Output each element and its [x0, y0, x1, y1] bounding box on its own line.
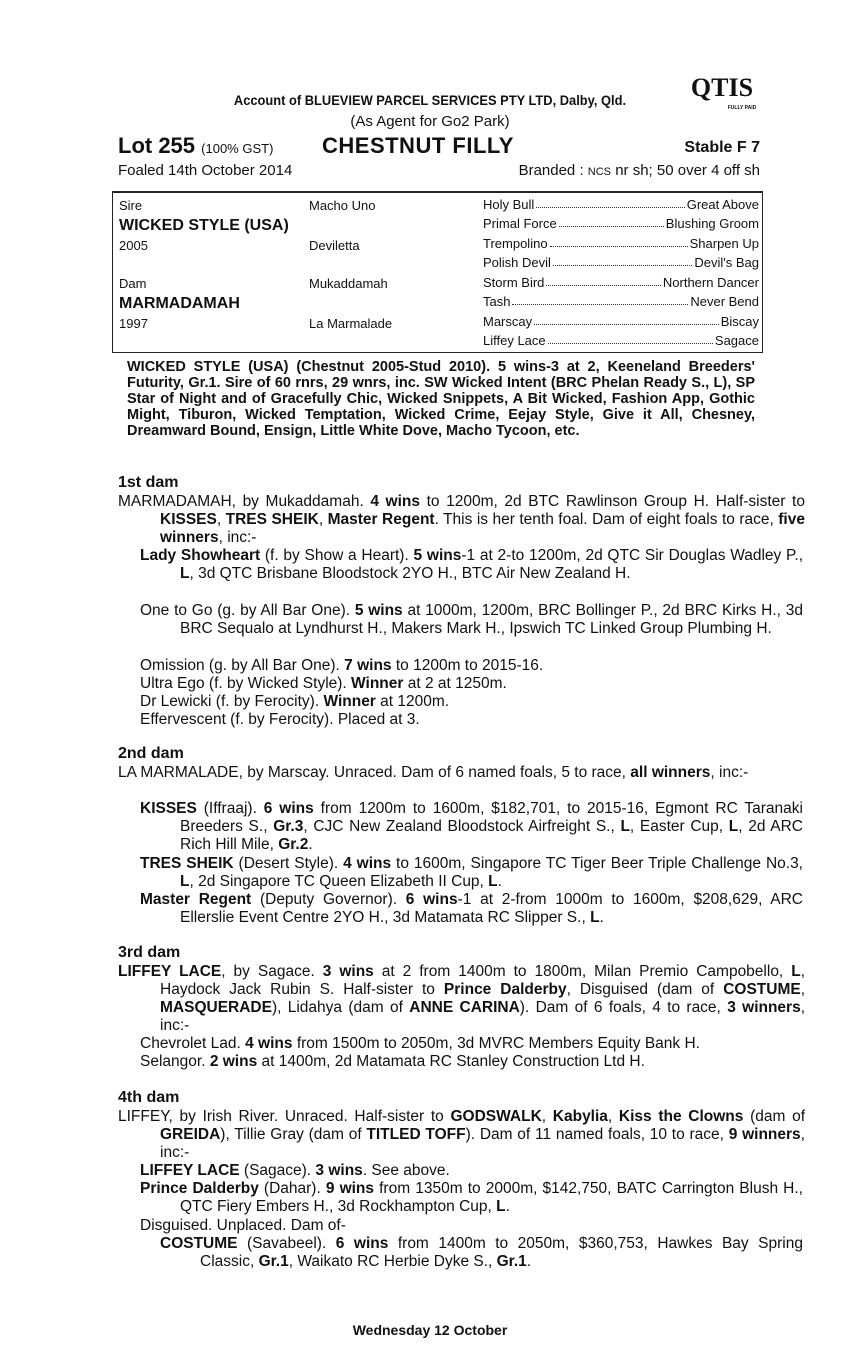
text-run: .	[526, 1253, 532, 1270]
text-run: from 1350m to 2000m, $142,750, BATC Carrington Blush H., QTC Fiery Embers H., 3d Rockhampton Cup,	[180, 1180, 803, 1215]
stable-number: Stable F 7	[684, 139, 760, 156]
pedigree-gen3-row	[483, 255, 759, 270]
dot-leader	[553, 255, 692, 266]
foal-entry	[140, 675, 803, 693]
text-run: ,	[216, 511, 226, 528]
bold-run: Prince Dalderby	[140, 1180, 259, 1197]
text-run: (Deputy Governor).	[251, 891, 406, 908]
text-run: ), Tillie Gray (dam of	[220, 1126, 367, 1143]
bold-run: Lady Showheart	[140, 547, 261, 564]
text-run: .	[505, 1198, 510, 1215]
dot-leader	[534, 314, 719, 325]
bold-run: Master Regent	[140, 891, 252, 908]
bold-run: Master Regent	[327, 511, 435, 528]
ancestor-sire: Storm Bird	[483, 275, 545, 290]
bold-run: 3 wins	[315, 1162, 363, 1179]
bold-run: KISSES	[160, 511, 217, 528]
text-run: to 1200m to 2015-16.	[391, 657, 544, 674]
ancestor-dam: Never Bend	[690, 294, 759, 309]
foal-entry	[140, 693, 803, 711]
bold-run: 6 wins	[335, 1235, 389, 1252]
text-run: at 2 from 1400m to 1800m, Milan Premio Campobello,	[373, 963, 792, 980]
pedigree-gen3-row	[483, 275, 759, 290]
qtis-logo	[686, 72, 758, 112]
text-run: , Easter Cup,	[629, 818, 729, 835]
text-run: Ultra Ego (f. by Wicked Style).	[140, 675, 352, 692]
bold-run: L	[620, 818, 630, 835]
text-run: ), Lidahya (dam of	[271, 999, 410, 1016]
ancestor-sire: Polish Devil	[483, 255, 551, 270]
text-run: One to Go (g. by All Bar One).	[140, 602, 355, 619]
text-run: (Savabeel).	[237, 1235, 336, 1252]
pedigree-gen3-row	[483, 314, 759, 329]
ancestor-sire: Trempolino	[483, 236, 548, 251]
gst-note: (100% GST)	[201, 141, 274, 156]
bold-run: Gr.1	[258, 1253, 289, 1270]
foal-entry	[140, 711, 803, 729]
dot-leader	[512, 294, 688, 305]
foal-entry	[140, 1053, 803, 1071]
text-run: ). Dam of 6 foals, 4 to race,	[519, 999, 728, 1016]
bold-run: L	[180, 873, 190, 890]
text-run: . This is her tenth foal. Dam of eight foals to race,	[434, 511, 779, 528]
text-run: Selangor.	[140, 1053, 210, 1070]
text-run: ,	[607, 1108, 619, 1125]
text-run: from 1400m to 2050m, $360,753, Hawkes Bay Spring Classic,	[200, 1235, 803, 1270]
first-dam-intro	[118, 493, 805, 547]
ancestor-dam: Sharpen Up	[689, 236, 759, 251]
bold-run: L	[180, 565, 190, 582]
text-run: Dr Lewicki (f. by Ferocity).	[140, 693, 324, 710]
dam-year: 1997	[119, 316, 148, 331]
bold-run: 4 wins	[370, 493, 421, 510]
text-run: , by Sagace.	[221, 963, 323, 980]
bold-run: 7 wins	[344, 657, 392, 674]
text-run: , Haydock Jack Rubin S. Half-sister to	[160, 963, 805, 998]
text-run: to 1200m, 2d BTC Rawlinson Group H. Half-sister to	[420, 493, 805, 510]
bold-run: 5 wins	[354, 602, 403, 619]
text-run: , 2d Singapore TC Queen Elizabeth II Cup,	[189, 873, 489, 890]
text-run: (Dahar).	[258, 1180, 326, 1197]
text-run: ,	[318, 511, 328, 528]
text-run: (Iffraaj).	[196, 800, 264, 817]
fourth-dam-section	[118, 1089, 763, 1107]
ancestor-dam: Sagace	[714, 333, 759, 348]
bold-run: 2 wins	[209, 1053, 258, 1070]
foal-entry	[140, 1217, 803, 1235]
bold-run: all winners	[630, 764, 711, 781]
text-run: .	[308, 836, 313, 853]
text-run: at 1400m, 2d Matamata RC Stanley Construction Ltd H.	[257, 1053, 645, 1070]
bold-run: 4 wins	[343, 855, 392, 872]
bold-run: 5 wins	[413, 547, 462, 564]
bold-run: 6 wins	[263, 800, 314, 817]
ancestor-dam: Great Above	[686, 197, 759, 212]
text-run: , Waikato RC Herbie Dyke S.,	[288, 1253, 497, 1270]
text-run: from 1200m to 1600m, $182,701, to 2015-16, Egmont RC Taranaki Breeders S.,	[180, 800, 803, 835]
foal-entry	[140, 657, 803, 675]
bold-run: TRES SHEIK	[225, 511, 319, 528]
pedigree-gen3-row	[483, 197, 759, 212]
ancestor-sire: Holy Bull	[483, 197, 535, 212]
text-run: at 2 at 1250m.	[403, 675, 507, 692]
bold-run: five winners	[160, 511, 805, 546]
foal-entry	[140, 1180, 803, 1216]
text-run: at 1000m, 1200m, BRC Bollinger P., 2d BRC Kirks H., 3d BRC Sequalo at Lyndhurst H., Makers Mark H., Ipswich TC Linked Group Plumbing H.	[180, 602, 803, 637]
bold-run: TRES SHEIK	[140, 855, 234, 872]
foal-entry	[140, 800, 803, 854]
text-run: Disguised. Unplaced. Dam of-	[140, 1217, 346, 1234]
ancestor-sire: Marscay	[483, 314, 533, 329]
dam-name: MARMADAMAH	[119, 295, 240, 312]
third-dam-section	[118, 944, 763, 962]
pedigree-gen3-row	[483, 294, 759, 309]
text-run: LA MARMALADE, by Marscay. Unraced. Dam of 6 named foals, 5 to race,	[118, 764, 631, 781]
ancestor-dam: Northern Dancer	[662, 275, 759, 290]
dot-leader	[550, 236, 688, 247]
dam-label: Dam	[119, 276, 147, 291]
foal-entry	[140, 602, 803, 638]
ancestor-dam: Biscay	[720, 314, 759, 329]
dot-leader	[559, 216, 664, 227]
pedigree-gen3-row	[483, 333, 759, 348]
bold-run: Gr.3	[273, 818, 304, 835]
fourth-dam-heading: 4th dam	[118, 1089, 180, 1106]
text-run: ). Dam of 11 named foals, 10 to race,	[465, 1126, 729, 1143]
text-run: (Sagace).	[239, 1162, 316, 1179]
text-run: from 1500m to 2050m, 3d MVRC Members Equity Bank H.	[292, 1035, 700, 1052]
text-run: , Disguised (dam of	[566, 981, 724, 998]
text-run: LIFFEY, by Irish River. Unraced. Half-sister to	[118, 1108, 451, 1125]
bold-run: L	[728, 818, 739, 835]
bold-run: L	[488, 873, 498, 890]
svg-text:QTIS: QTIS	[690, 73, 754, 102]
text-run: Chevrolet Lad.	[140, 1035, 246, 1052]
text-run: , inc:-	[160, 999, 806, 1034]
dot-leader	[536, 197, 684, 208]
bold-run: L	[590, 909, 600, 926]
text-run: , inc:-	[160, 1126, 805, 1161]
bold-run: Winner	[351, 675, 404, 692]
sire-year: 2005	[119, 238, 148, 253]
text-run: ,	[800, 981, 805, 998]
bold-run: KISSES	[140, 800, 197, 817]
first-dam-heading: 1st dam	[118, 474, 179, 491]
foal-entry	[140, 1162, 803, 1180]
text-run: .	[497, 873, 502, 890]
sale-date-footer: Wednesday 12 October	[352, 1322, 508, 1338]
bold-run: GODSWALK	[450, 1108, 542, 1125]
bold-run: LIFFEY LACE	[118, 963, 222, 980]
ancestor-sire: Primal Force	[483, 216, 557, 231]
bold-run: COSTUME	[160, 1235, 238, 1252]
text-run: , inc:-	[218, 529, 257, 546]
bold-run: MASQUERADE	[160, 999, 272, 1016]
dot-leader	[546, 275, 660, 286]
text-run: Effervescent (f. by Ferocity). Placed at 3.	[140, 711, 420, 728]
foal-entry	[160, 1235, 803, 1271]
bold-run: Kiss the Clowns	[618, 1108, 744, 1125]
text-run: to 1600m, Singapore TC Tiger Beer Triple Challenge No.3,	[391, 855, 803, 872]
bold-run: LIFFEY LACE	[140, 1162, 240, 1179]
bold-run: 3 winners	[727, 999, 801, 1016]
first-dam-section	[118, 474, 763, 492]
lot-number: Lot 255 (100% GST)	[118, 133, 274, 158]
foal-entry	[140, 547, 803, 583]
ancestor-sire: Tash	[483, 294, 511, 309]
bold-run: Gr.1	[496, 1253, 527, 1270]
bold-run: 9 wins	[325, 1180, 375, 1197]
ancestor-dam: Blushing Groom	[665, 216, 759, 231]
text-run: Omission (g. by All Bar One).	[140, 657, 345, 674]
bold-run: 6 wins	[405, 891, 458, 908]
text-run: , inc:-	[710, 764, 749, 781]
ancestor-sire: Liffey Lace	[483, 333, 546, 348]
text-run: (f. by Show a Heart).	[260, 547, 414, 564]
foal-entry	[140, 855, 803, 891]
sire-label: Sire	[119, 198, 143, 213]
text-run: . See above.	[362, 1162, 450, 1179]
second-dam-heading: 2nd dam	[118, 745, 184, 762]
sire-dam: Deviletta	[309, 238, 360, 253]
third-dam-heading: 3rd dam	[118, 944, 181, 961]
text-run: at 1200m.	[375, 693, 450, 710]
bold-run: L	[791, 963, 801, 980]
foal-entry	[140, 891, 803, 927]
bold-run: Kabylia	[552, 1108, 608, 1125]
dam-sire: Mukaddamah	[309, 276, 388, 291]
third-dam-intro	[118, 963, 805, 1035]
dam-dam: La Marmalade	[309, 316, 393, 331]
sire-name: WICKED STYLE (USA)	[119, 217, 289, 234]
svg-text:FULLY PAID: FULLY PAID	[727, 105, 757, 111]
second-dam-intro	[118, 764, 805, 782]
text-run: MARMADAMAH, by Mukaddamah.	[118, 493, 371, 510]
bold-run: GREIDA	[160, 1126, 221, 1143]
pedigree-gen3-row	[483, 236, 759, 251]
bold-run: 3 wins	[322, 963, 374, 980]
bold-run: COSTUME	[723, 981, 801, 998]
bold-run: L	[496, 1198, 506, 1215]
bold-run: Winner	[323, 693, 376, 710]
sire-summary: WICKED STYLE (USA) (Chestnut 2005-Stud 2010). 5 wins-3 at 2, Keeneland Breeders' Futurity, Gr.1. Sire of 60 rnrs, 29 wnrs, inc. SW Wicked Intent (BRC Phelan Ready S., L), SP Star of Night and of Gracefully Chic, Wicked Snippets, A Bit Wicked, Fashion App, Gothic Might, Tiburon, Wicked Temptation, Wicked Crime, Eejay Style, Give it All, Chesney, Dreamward Bound, Ensign, Little White Dove, Macho Tycoon, etc.	[127, 359, 755, 439]
text-run: -1 at 2-to 1200m, 2d QTC Sir Douglas Wadley P.,	[461, 547, 803, 564]
text-run: ,	[541, 1108, 553, 1125]
text-run: (Desert Style).	[233, 855, 344, 872]
bold-run: Gr.2	[278, 836, 309, 853]
text-run: -1 at 2-from 1000m to 1600m, $208,629, ARC Ellerslie Event Centre 2YO H., 3d Matamata RC Slipper S.,	[180, 891, 803, 926]
pedigree-table	[112, 191, 763, 353]
pedigree-gen3-row	[483, 216, 759, 231]
bold-run: Prince Dalderby	[443, 981, 567, 998]
agent-line: (As Agent for Go2 Park)	[350, 113, 510, 130]
bold-run: TITLED TOFF	[366, 1126, 466, 1143]
fourth-dam-intro	[118, 1108, 805, 1162]
second-dam-section	[118, 745, 763, 763]
account-line: Account of BLUEVIEW PARCEL SERVICES PTY LTD, Dalby, Qld.	[233, 92, 627, 108]
bold-run: 9 winners	[728, 1126, 801, 1143]
ancestor-dam: Devil's Bag	[694, 255, 759, 270]
lot-title: CHESTNUT FILLY	[322, 133, 514, 158]
text-run: (dam of	[743, 1108, 806, 1125]
foaled-date: Foaled 14th October 2014	[118, 162, 293, 179]
bold-run: ANNE CARINA	[409, 999, 520, 1016]
bold-run: 4 wins	[245, 1035, 293, 1052]
text-run: .	[599, 909, 604, 926]
branded-info: Branded : NCS nr sh; 50 over 4 off sh	[518, 162, 760, 179]
sire-sire: Macho Uno	[309, 198, 376, 213]
dot-leader	[548, 333, 713, 344]
foal-entry	[140, 1035, 803, 1053]
text-run: , 2d ARC Rich Hill Mile,	[180, 818, 804, 853]
text-run: , 3d QTC Brisbane Bloodstock 2YO H., BTC Air New Zealand H.	[189, 565, 631, 582]
text-run: , CJC New Zealand Bloodstock Airfreight S.,	[303, 818, 621, 835]
